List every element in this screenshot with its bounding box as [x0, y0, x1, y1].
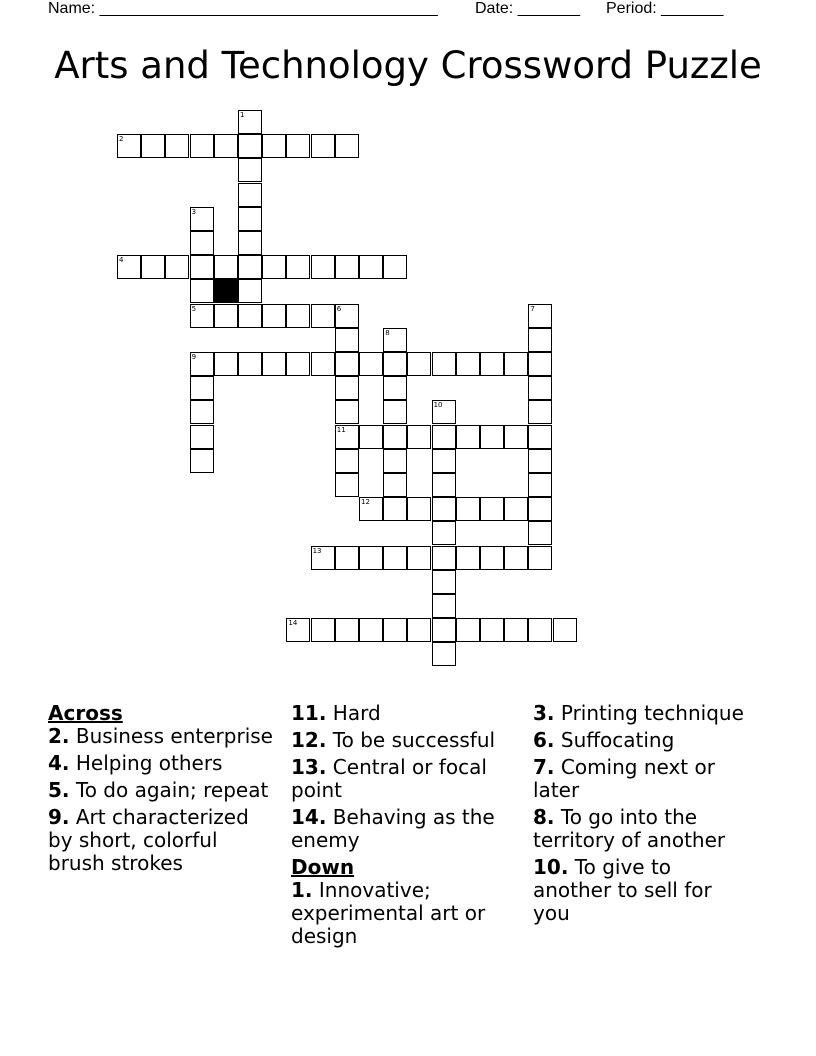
period-field[interactable]: Period: _______ [606, 0, 724, 17]
grid-cell[interactable] [190, 134, 214, 158]
grid-cell[interactable] [480, 497, 504, 521]
grid-cell[interactable] [335, 546, 359, 570]
grid-cell[interactable] [190, 231, 214, 255]
grid-cell[interactable] [528, 425, 552, 449]
grid-cell[interactable] [335, 328, 359, 352]
clue-down-8 [533, 806, 753, 852]
down-heading: Down [291, 855, 355, 879]
grid-cell[interactable] [456, 546, 480, 570]
grid-cell[interactable] [359, 497, 383, 521]
clue-text: Innovative; experimental art or design [291, 878, 486, 948]
grid-cell[interactable] [456, 618, 480, 642]
clue-text: To give to another to sell for you [533, 855, 712, 925]
clue-across-2 [48, 725, 273, 748]
grid-cell[interactable] [407, 352, 431, 376]
clue-number: 10. [533, 855, 569, 879]
grid-cell[interactable] [238, 110, 262, 134]
grid-cell[interactable] [432, 400, 456, 424]
clue-number: 6. [533, 728, 555, 752]
grid-cell[interactable] [383, 400, 407, 424]
grid-cell[interactable] [504, 497, 528, 521]
clue-number-label: 10 [433, 401, 443, 410]
grid-cell[interactable] [528, 352, 552, 376]
clue-text: Coming next or later [533, 755, 715, 802]
grid-cell[interactable] [190, 304, 214, 328]
grid-cell[interactable] [335, 618, 359, 642]
grid-cell[interactable] [311, 134, 335, 158]
grid-cell[interactable] [480, 546, 504, 570]
grid-cell[interactable] [432, 618, 456, 642]
grid-cell[interactable] [383, 497, 407, 521]
grid-cell[interactable] [432, 570, 456, 594]
clue-number-label: 5 [191, 304, 197, 313]
grid-cell[interactable] [335, 425, 359, 449]
grid-cell[interactable] [432, 546, 456, 570]
grid-cell[interactable] [335, 449, 359, 473]
grid-cell[interactable] [214, 304, 238, 328]
grid-cell[interactable] [335, 304, 359, 328]
grid-cell[interactable] [335, 134, 359, 158]
grid-cell[interactable] [190, 400, 214, 424]
grid-cell[interactable] [432, 425, 456, 449]
clue-text: To go into the territory of another [533, 805, 726, 852]
grid-cell[interactable] [286, 255, 310, 279]
grid-cell[interactable] [456, 425, 480, 449]
clue-text: Hard [332, 701, 381, 725]
grid-cell[interactable] [528, 473, 552, 497]
grid-cell[interactable] [262, 134, 286, 158]
grid-cell[interactable] [214, 255, 238, 279]
clue-down-6 [533, 729, 753, 752]
clue-number: 11. [291, 701, 327, 725]
grid-cell[interactable] [262, 255, 286, 279]
clue-number-label: 8 [385, 328, 390, 337]
name-field[interactable]: Name: ______________________________________ [48, 0, 438, 17]
grid-cell[interactable] [456, 352, 480, 376]
grid-cell[interactable] [432, 521, 456, 545]
clue-down-3 [533, 702, 753, 725]
grid-cell[interactable] [383, 425, 407, 449]
grid-cell[interactable] [407, 497, 431, 521]
clue-text: To do again; repeat [75, 778, 269, 802]
clue-number-label: 3 [191, 207, 197, 216]
grid-cell[interactable] [359, 618, 383, 642]
grid-cell[interactable] [286, 618, 310, 642]
clue-number: 1. [291, 878, 313, 902]
clue-number-label: 4 [119, 256, 124, 265]
grid-cell[interactable] [359, 352, 383, 376]
clue-number: 7. [533, 755, 555, 779]
clue-text: To be successful [332, 728, 496, 752]
clue-across-9 [48, 806, 273, 875]
grid-cell[interactable] [117, 255, 141, 279]
clue-text: Business enterprise [75, 724, 273, 748]
clue-text: Printing technique [560, 701, 744, 725]
clue-number-label: 11 [336, 425, 346, 434]
clue-number-label: 1 [240, 111, 245, 119]
grid-cell[interactable] [190, 425, 214, 449]
grid-cell[interactable] [311, 546, 335, 570]
grid-cell[interactable] [165, 255, 189, 279]
grid-cell[interactable] [383, 449, 407, 473]
black-cell [214, 279, 238, 303]
grid-cell[interactable] [190, 449, 214, 473]
clue-number: 8. [533, 805, 555, 829]
grid-cell[interactable] [432, 449, 456, 473]
grid-cell[interactable] [504, 352, 528, 376]
grid-cell[interactable] [286, 134, 310, 158]
grid-cell[interactable] [190, 255, 214, 279]
grid-cell[interactable] [238, 279, 262, 303]
grid-cell[interactable] [141, 134, 165, 158]
grid-cell[interactable] [238, 255, 262, 279]
grid-cell[interactable] [528, 521, 552, 545]
grid-cell[interactable] [262, 352, 286, 376]
grid-cell[interactable] [190, 376, 214, 400]
clues-column-3 [533, 702, 753, 929]
grid-cell[interactable] [214, 134, 238, 158]
grid-cell[interactable] [165, 134, 189, 158]
grid-cell[interactable] [190, 352, 214, 376]
clue-number-label: 12 [361, 498, 370, 507]
grid-cell[interactable] [528, 618, 552, 642]
grid-cell[interactable] [528, 328, 552, 352]
grid-cell[interactable] [432, 642, 456, 666]
clue-number-label: 9 [191, 353, 197, 361]
clue-number: 5. [48, 778, 70, 802]
grid-cell[interactable] [141, 255, 165, 279]
grid-cell[interactable] [359, 546, 383, 570]
puzzle-title: Arts and Technology Crossword Puzzle [54, 44, 762, 87]
grid-cell[interactable] [359, 255, 383, 279]
grid-cell[interactable] [335, 376, 359, 400]
grid-cell[interactable] [335, 400, 359, 424]
grid-cell[interactable] [383, 255, 407, 279]
grid-cell[interactable] [238, 158, 262, 182]
grid-cell[interactable] [359, 425, 383, 449]
grid-cell[interactable] [238, 352, 262, 376]
grid-cell[interactable] [383, 376, 407, 400]
grid-cell[interactable] [407, 546, 431, 570]
clue-across-4 [48, 752, 273, 775]
clue-text: Central or focal point [291, 755, 487, 802]
clue-down-7 [533, 756, 753, 802]
grid-cell[interactable] [335, 255, 359, 279]
clue-number: 14. [291, 805, 327, 829]
grid-cell[interactable] [238, 207, 262, 231]
clue-number-label: 6 [336, 304, 342, 313]
grid-cell[interactable] [383, 618, 407, 642]
grid-cell[interactable] [190, 207, 214, 231]
grid-cell[interactable] [480, 352, 504, 376]
clue-across-14 [291, 806, 511, 852]
clue-number: 9. [48, 805, 70, 829]
clue-number: 13. [291, 755, 327, 779]
grid-cell[interactable] [311, 304, 335, 328]
grid-cell[interactable] [528, 376, 552, 400]
grid-cell[interactable] [311, 255, 335, 279]
grid-cell[interactable] [407, 618, 431, 642]
clue-down-1 [291, 879, 511, 948]
clue-number-label: 14 [288, 619, 298, 628]
grid-cell[interactable] [528, 304, 552, 328]
grid-cell[interactable] [311, 618, 335, 642]
grid-cell[interactable] [504, 618, 528, 642]
grid-cell[interactable] [528, 449, 552, 473]
clue-number-label: 7 [530, 304, 535, 313]
grid-cell[interactable] [214, 352, 238, 376]
grid-cell[interactable] [286, 304, 310, 328]
grid-cell[interactable] [480, 618, 504, 642]
clue-number-label: 2 [119, 135, 124, 144]
grid-cell[interactable] [190, 279, 214, 303]
grid-cell[interactable] [528, 497, 552, 521]
clues-column-1 [48, 702, 273, 879]
grid-cell[interactable] [117, 134, 141, 158]
grid-cell[interactable] [504, 425, 528, 449]
grid-cell[interactable] [383, 473, 407, 497]
clue-across-13 [291, 756, 511, 802]
grid-cell[interactable] [238, 304, 262, 328]
grid-cell[interactable] [286, 352, 310, 376]
clue-number: 12. [291, 728, 327, 752]
clue-text: Behaving as the enemy [291, 805, 495, 852]
grid-cell[interactable] [335, 352, 359, 376]
across-heading: Across [48, 701, 123, 725]
grid-cell[interactable] [504, 546, 528, 570]
grid-cell[interactable] [432, 497, 456, 521]
clue-across-12 [291, 729, 511, 752]
clues-column-2 [291, 702, 511, 952]
grid-cell[interactable] [383, 328, 407, 352]
grid-cell[interactable] [432, 594, 456, 618]
grid-cell[interactable] [383, 546, 407, 570]
grid-cell[interactable] [432, 352, 456, 376]
clue-number: 2. [48, 724, 70, 748]
grid-cell[interactable] [432, 473, 456, 497]
clue-across-5 [48, 779, 273, 802]
grid-cell[interactable] [238, 183, 262, 207]
clue-number: 4. [48, 751, 70, 775]
clue-down-10 [533, 856, 753, 925]
grid-cell[interactable] [383, 352, 407, 376]
grid-cell[interactable] [553, 618, 577, 642]
clue-text: Art characterized by short, colorful brush strokes [48, 805, 249, 875]
grid-cell[interactable] [262, 304, 286, 328]
grid-cell[interactable] [311, 352, 335, 376]
grid-cell[interactable] [456, 497, 480, 521]
grid-cell[interactable] [335, 473, 359, 497]
date-field[interactable]: Date: _______ [475, 0, 580, 17]
clue-text: Suffocating [560, 728, 675, 752]
clue-across-11 [291, 702, 511, 725]
clue-number: 3. [533, 701, 555, 725]
grid-cell[interactable] [528, 546, 552, 570]
grid-cell[interactable] [238, 231, 262, 255]
grid-cell[interactable] [238, 134, 262, 158]
grid-cell[interactable] [480, 425, 504, 449]
clue-number-label: 13 [312, 546, 322, 555]
grid-cell[interactable] [528, 400, 552, 424]
clue-text: Helping others [75, 751, 223, 775]
grid-cell[interactable] [407, 425, 431, 449]
